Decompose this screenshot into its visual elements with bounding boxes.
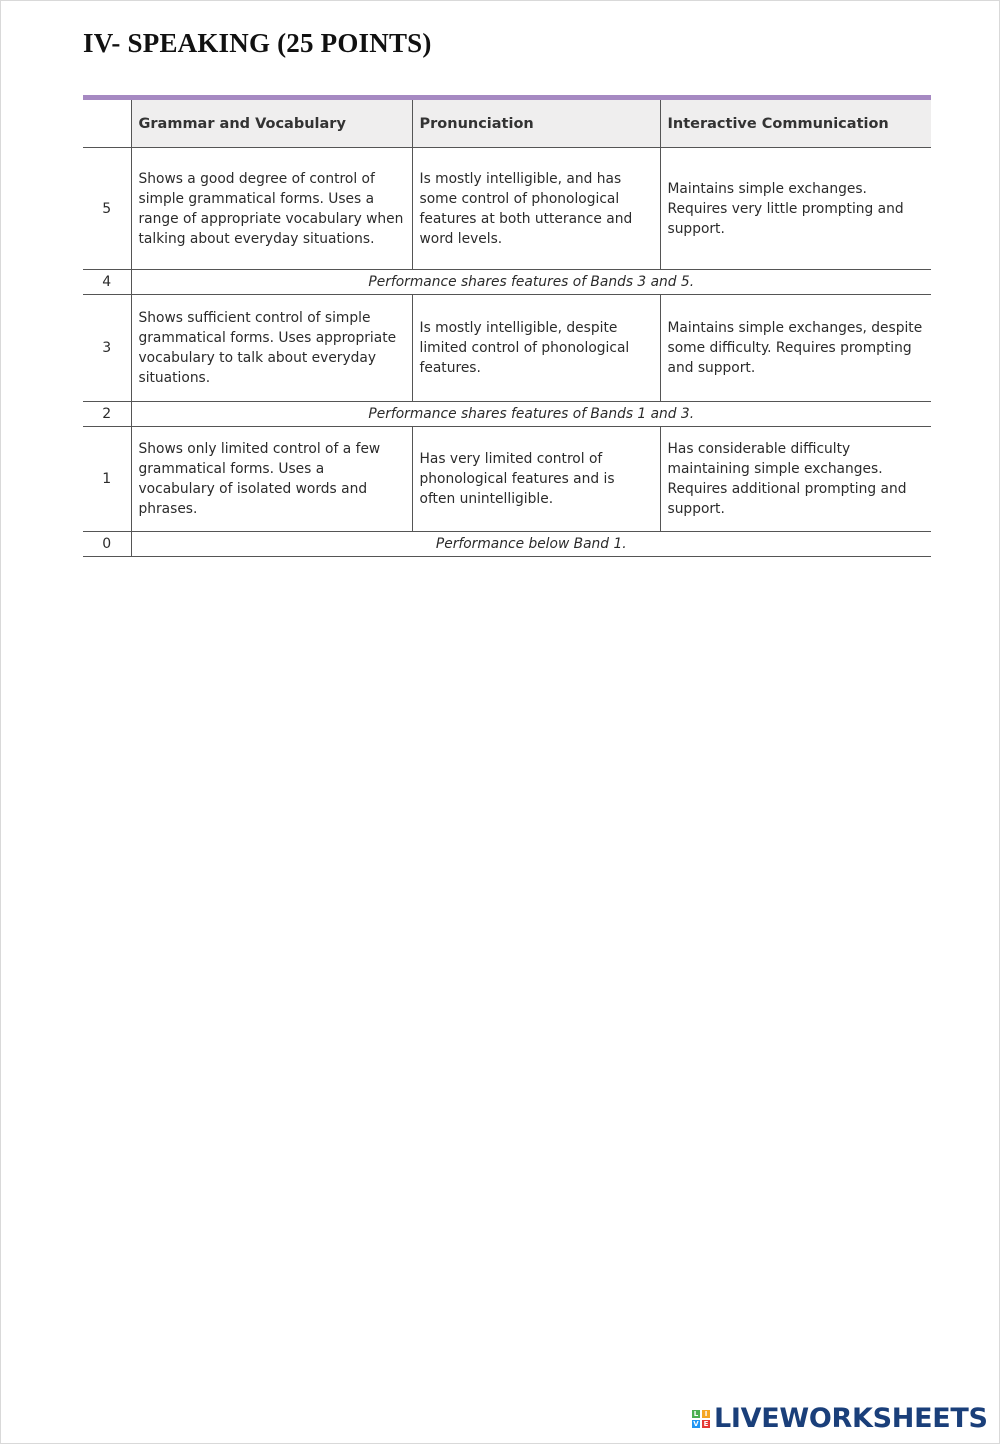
table-row-band-3 [83,295,931,402]
band-number: 0 [83,532,131,557]
table-row-band-4 [83,270,931,295]
interactive-descriptor: Maintains simple exchanges. Requires very little prompting and support. [660,148,931,270]
table-row-band-0 [83,532,931,557]
shared-descriptor: Performance below Band 1. [131,532,931,557]
logo-mark-letter: I [702,1410,710,1418]
band-number: 5 [83,148,131,270]
pronunciation-descriptor: Is mostly intelligible, and has some control of phonological features at both utterance and word levels. [412,148,660,270]
header-band [83,98,131,148]
grammar-descriptor: Shows sufficient control of simple grammatical forms. Uses appropriate vocabulary to talk about everyday situations. [131,295,412,402]
logo-mark-letter: V [693,1419,699,1428]
section-title: IV- SPEAKING (25 POINTS) [83,28,432,58]
header-pronunciation: Pronunciation [412,98,660,148]
shared-descriptor: Performance shares features of Bands 3 and 5. [131,270,931,295]
liveworksheets-logo[interactable] [692,1403,988,1434]
speaking-rubric-table [83,95,931,557]
grammar-descriptor: Shows only limited control of a few grammatical forms. Uses a vocabulary of isolated words and phrases. [131,427,412,532]
header-grammar: Grammar and Vocabulary [131,98,412,148]
interactive-descriptor: Has considerable difficulty maintaining simple exchanges. Requires additional prompting and support. [660,427,931,532]
grammar-descriptor: Shows a good degree of control of simple grammatical forms. Uses a range of appropriate vocabulary when talking about everyday situations. [131,148,412,270]
pronunciation-descriptor: Is mostly intelligible, despite limited control of phonological features. [412,295,660,402]
table-row-band-5 [83,148,931,270]
logo-text: LIVEWORKSHEETS [714,1403,988,1434]
logo-mark-letter: L [693,1409,699,1418]
header-row [83,98,931,148]
logo-mark-letter: E [703,1419,709,1428]
interactive-descriptor: Maintains simple exchanges, despite some difficulty. Requires prompting and support. [660,295,931,402]
header-interactive: Interactive Communication [660,98,931,148]
band-number: 3 [83,295,131,402]
band-number: 1 [83,427,131,532]
logo-mark-icon [692,1410,710,1428]
table-row-band-2 [83,402,931,427]
band-number: 4 [83,270,131,295]
shared-descriptor: Performance shares features of Bands 1 and 3. [131,402,931,427]
table-row-band-1 [83,427,931,532]
pronunciation-descriptor: Has very limited control of phonological features and is often unintelligible. [412,427,660,532]
band-number: 2 [83,402,131,427]
